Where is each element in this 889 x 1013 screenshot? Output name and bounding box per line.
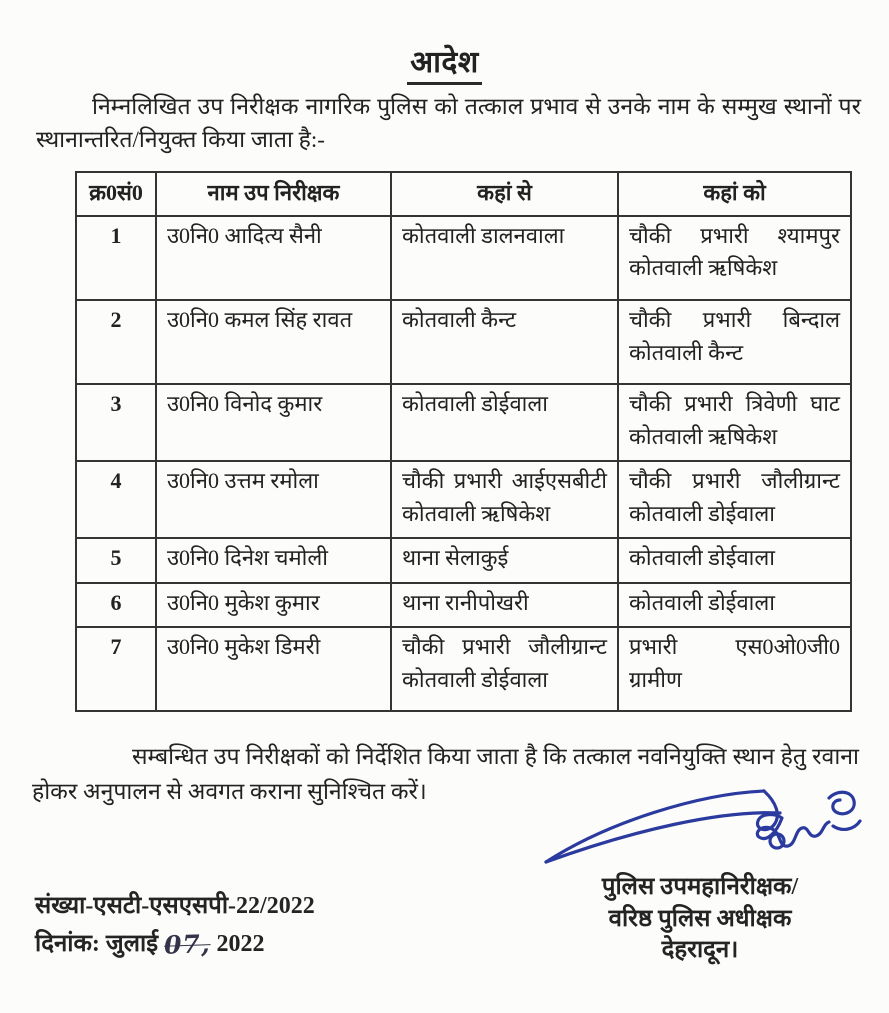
signature-handwriting (530, 778, 870, 876)
cell-to: प्रभारी एस0ओ0जी0 ग्रामीण (618, 627, 851, 711)
cell-from: चौकी प्रभारी आईएसबीटी कोतवाली ऋषिकेश (391, 461, 618, 538)
cell-serial: 3 (76, 384, 156, 461)
date-year: 2022 (216, 931, 265, 957)
cell-name: उ0नि0 कमल सिंह रावत (156, 300, 391, 384)
cell-name: उ0नि0 मुकेश कुमार (156, 583, 391, 628)
cell-to: चौकी प्रभारी श्यामपुर कोतवाली ऋषिकेश (618, 216, 851, 300)
table-row (76, 538, 851, 583)
document-title: आदेश (407, 40, 482, 85)
table-row (76, 583, 851, 628)
cell-to: कोतवाली डोईवाला (618, 583, 851, 628)
cell-name: उ0नि0 मुकेश डिमरी (156, 627, 391, 711)
table-row (76, 216, 851, 300)
header-to: कहां को (618, 172, 851, 216)
cell-from: थाना सेलाकुई (391, 538, 618, 583)
date-label: दिनांक: जुलाई (35, 931, 158, 957)
cell-serial: 4 (76, 461, 156, 538)
cell-serial: 6 (76, 583, 156, 628)
signature-area (525, 778, 875, 967)
signatory-designation-1: पुलिस उपमहानिरीक्षक/ (601, 874, 799, 900)
date-handwritten-day: 07, (163, 929, 212, 960)
cell-serial: 1 (76, 216, 156, 300)
cell-from: चौकी प्रभारी जौलीग्रान्ट कोतवाली डोईवाला (391, 627, 618, 711)
cell-name: उ0नि0 उत्तम रमोला (156, 461, 391, 538)
transfer-table (75, 171, 852, 712)
date-line (35, 924, 315, 962)
cell-name: उ0नि0 विनोद कुमार (156, 384, 391, 461)
signatory-designation-2: वरिष्ठ पुलिस अधीक्षक (608, 905, 792, 932)
header-name: नाम उप निरीक्षक (156, 172, 391, 216)
cell-serial: 2 (76, 300, 156, 384)
cell-to: कोतवाली डोईवाला (618, 538, 851, 583)
header-from: कहां से (391, 172, 618, 216)
cell-from: कोतवाली डोईवाला (391, 384, 618, 461)
cell-name: उ0नि0 आदित्य सैनी (156, 216, 391, 300)
signatory-location: देहरादून। (661, 937, 739, 964)
reference-block (35, 888, 315, 962)
table-row (76, 461, 851, 538)
cell-to: चौकी प्रभारी बिन्दाल कोतवाली कैन्ट (618, 300, 851, 384)
table-row (76, 384, 851, 461)
cell-to: चौकी प्रभारी जौलीग्रान्ट कोतवाली डोईवाला (618, 461, 851, 538)
closing-paragraph: सम्बन्धित उप निरीक्षकों को निर्देशित किया जाता है कि तत्काल नवनियुक्ति स्थान हेतु रवाना होकर अनुपालन से अवगत कराना सुनिश्चित करें। (32, 744, 859, 804)
table-header-row (76, 172, 851, 216)
cell-serial: 5 (76, 538, 156, 583)
cell-to: चौकी प्रभारी त्रिवेणी घाट कोतवाली ऋषिकेश (618, 384, 851, 461)
cell-name: उ0नि0 दिनेश चमोली (156, 538, 391, 583)
table-row (76, 627, 851, 711)
cell-from: कोतवाली डालनवाला (391, 216, 618, 300)
header-serial-no: क्र0सं0 (76, 172, 156, 216)
table-row (76, 300, 851, 384)
cell-from: थाना रानीपोखरी (391, 583, 618, 628)
cell-from: कोतवाली कैन्ट (391, 300, 618, 384)
reference-number: संख्या-एसटी-एसएसपी-22/2022 (35, 893, 315, 919)
title-wrap (0, 0, 889, 85)
cell-serial: 7 (76, 627, 156, 711)
intro-paragraph: निम्नलिखित उप निरीक्षक नागरिक पुलिस को तत्काल प्रभाव से उनके नाम के सम्मुख स्थानों पर स्थानान्तरित/नियुक्त किया जाता है:- (36, 94, 861, 152)
